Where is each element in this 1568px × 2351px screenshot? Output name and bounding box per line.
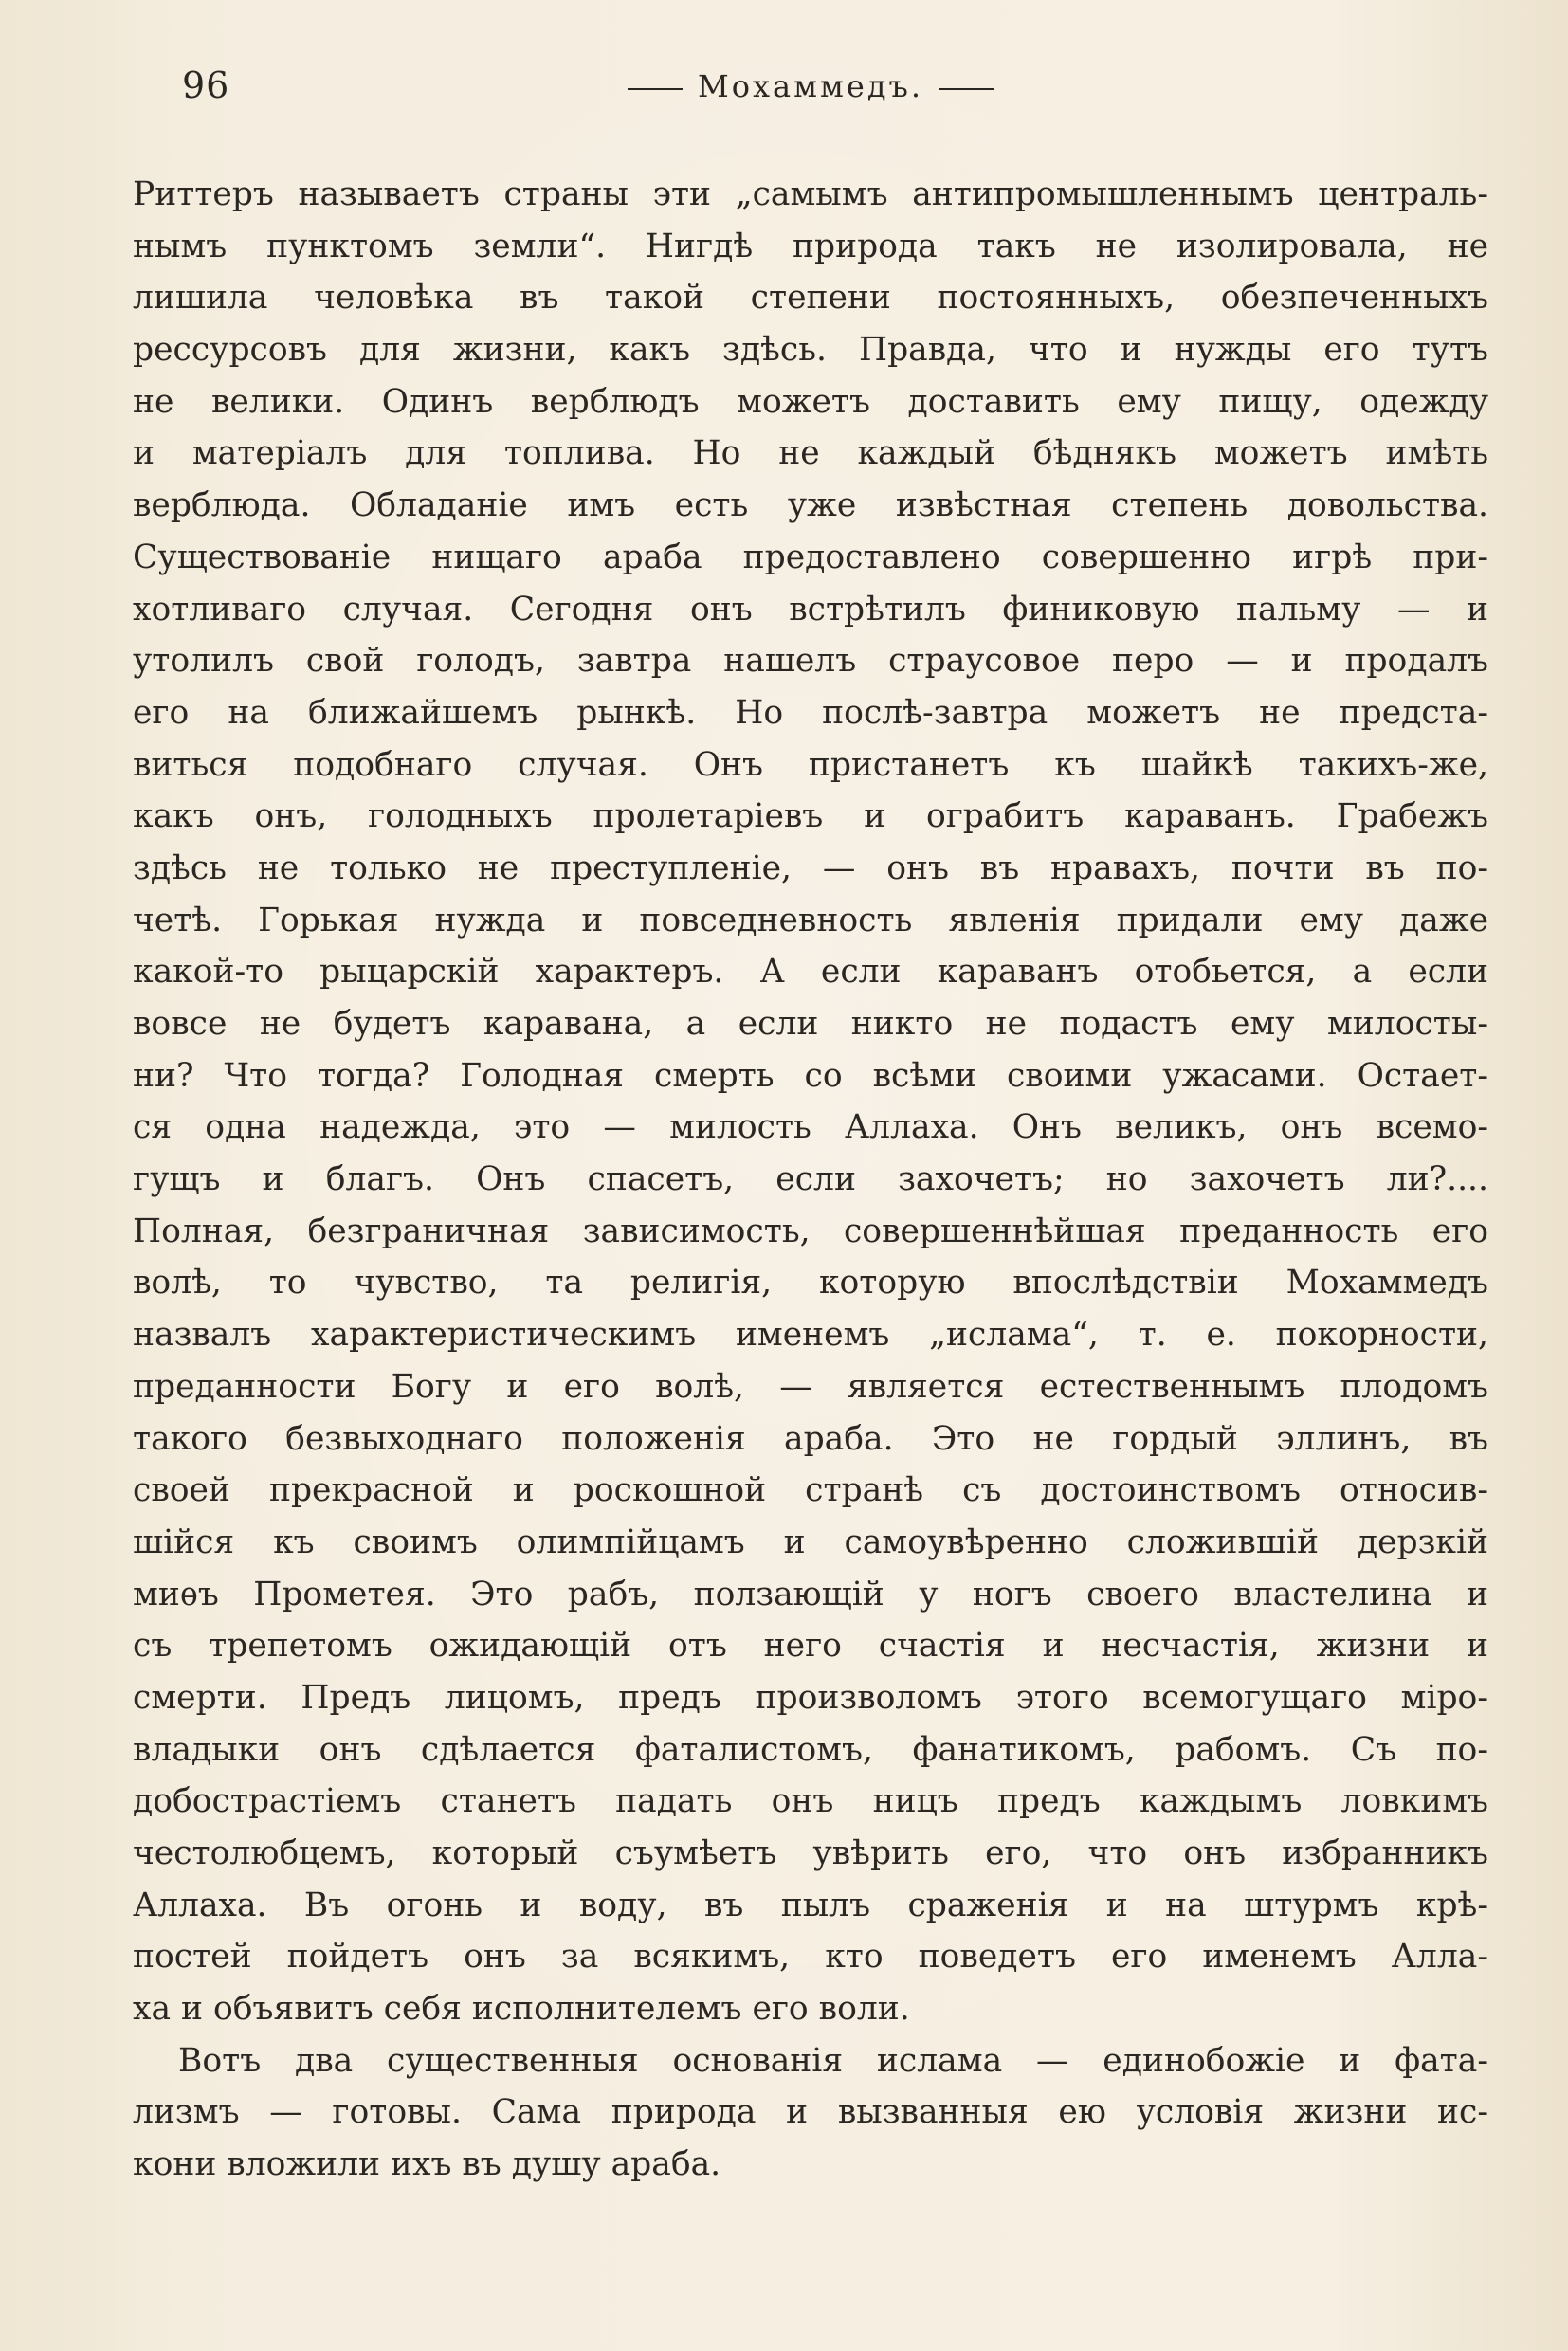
- text-line: Риттеръ называетъ страны эти „самымъ антипромышленнымъ централь-: [133, 175, 1488, 213]
- text-line: кони вложили ихъ въ душу араба.: [133, 2145, 721, 2184]
- text-line: ни? Что тогда? Голодная смерть со всѣми своими ужасами. Остает-: [133, 1056, 1488, 1095]
- text-line: верблюда. Обладаніе имъ есть уже извѣстная степень довольства.: [133, 486, 1488, 525]
- paragraph-start-line: Вотъ два существенныя основанія ислама — единобожіе и фата-: [178, 2041, 1488, 2080]
- text-line: хотливаго случая. Сегодня онъ встрѣтилъ финиковую пальму — и: [133, 590, 1488, 629]
- title-dash-right: [939, 88, 994, 90]
- text-line: лизмъ — готовы. Сама природа и вызванныя ею условія жизни ис-: [133, 2093, 1488, 2132]
- text-line: волѣ, то чувство, та религія, которую впослѣдствіи Мохаммедъ: [133, 1264, 1488, 1303]
- text-line: назвалъ характеристическимъ именемъ „ислама“, т. е. покорности,: [133, 1316, 1488, 1355]
- text-line: гущъ и благъ. Онъ спасетъ, если захочетъ; но захочетъ ли?....: [133, 1160, 1488, 1199]
- text-line: утолилъ свой голодъ, завтра нашелъ страусовое перо — и продалъ: [133, 642, 1488, 681]
- text-line: лишила человѣка въ такой степени постоянныхъ, обезпеченныхъ: [133, 279, 1488, 318]
- title-dash-left: [628, 88, 683, 90]
- text-line: четѣ. Горькая нужда и повседневность явленія придали ему даже: [133, 901, 1488, 939]
- text-line: какъ онъ, голодныхъ пролетаріевъ и ограбитъ караванъ. Грабежъ: [133, 797, 1488, 836]
- text-line: ха и объявитъ себя исполнителемъ его воли.: [133, 1990, 910, 2029]
- text-line: смерти. Предъ лицомъ, предъ произволомъ этого всемогущаго міро-: [133, 1678, 1488, 1717]
- running-title-text: Мохаммедъ.: [697, 68, 924, 104]
- text-line: своей прекрасной и роскошной странѣ съ достоинствомъ относив-: [133, 1471, 1488, 1510]
- text-line: нымъ пунктомъ земли“. Нигдѣ природа такъ не изолировала, не: [133, 227, 1488, 265]
- text-line: рессурсовъ для жизни, какъ здѣсь. Правда, что и нужды его тутъ: [133, 331, 1488, 370]
- text-line: шійся къ своимъ олимпійцамъ и самоувѣренно сложившій дерзкій: [133, 1522, 1488, 1561]
- text-line: миѳъ Прометея. Это рабъ, ползающій у ногъ своего властелина и: [133, 1575, 1488, 1613]
- page-header: [133, 64, 1488, 131]
- text-line: вовсе не будетъ каравана, а если никто не подастъ ему милосты-: [133, 1005, 1488, 1043]
- text-line: ся одна надежда, это — милость Аллаха. Онъ великъ, онъ всемо-: [133, 1108, 1488, 1147]
- text-line: съ трепетомъ ожидающій отъ него счастія и несчастія, жизни и: [133, 1627, 1488, 1666]
- text-line: преданности Богу и его волѣ, — является естественнымъ плодомъ: [133, 1367, 1488, 1406]
- text-line: Существованіе нищаго араба предоставлено совершенно игрѣ при-: [133, 538, 1488, 576]
- text-line: добострастіемъ станетъ падать онъ ницъ предъ каждымъ ловкимъ: [133, 1782, 1488, 1821]
- text-line: владыки онъ сдѣлается фаталистомъ, фанатикомъ, рабомъ. Съ по-: [133, 1730, 1488, 1769]
- text-line: не велики. Одинъ верблюдъ можетъ доставить ему пищу, одежду: [133, 382, 1488, 421]
- text-line: Полная, безграничная зависимость, совершеннѣйшая преданность его: [133, 1212, 1488, 1250]
- running-title: [133, 68, 1488, 104]
- text-line: и матеріалъ для топлива. Но не каждый бѣднякъ можетъ имѣть: [133, 434, 1488, 473]
- text-line: какой-то рыцарскій характеръ. А если караванъ отобьется, а если: [133, 953, 1488, 992]
- text-line: его на ближайшемъ рынкѣ. Но послѣ-завтра можетъ не предста-: [133, 693, 1488, 732]
- text-line: здѣсь не только не преступленіе, — онъ въ нравахъ, почти въ по-: [133, 848, 1488, 887]
- text-line: виться подобнаго случая. Онъ пристанетъ къ шайкѣ такихъ-же,: [133, 745, 1488, 784]
- text-line: постей пойдетъ онъ за всякимъ, кто поведетъ его именемъ Алла-: [133, 1938, 1488, 1977]
- body-text: [133, 169, 1488, 2191]
- text-line: честолюбцемъ, который съумѣетъ увѣрить его, что онъ избранникъ: [133, 1834, 1488, 1872]
- text-line: Аллаха. Въ огонь и воду, въ пылъ сраженія и на штурмъ крѣ-: [133, 1886, 1488, 1924]
- page-number: 96: [182, 64, 230, 106]
- text-line: такого безвыходнаго положенія араба. Это не гордый эллинъ, въ: [133, 1419, 1488, 1458]
